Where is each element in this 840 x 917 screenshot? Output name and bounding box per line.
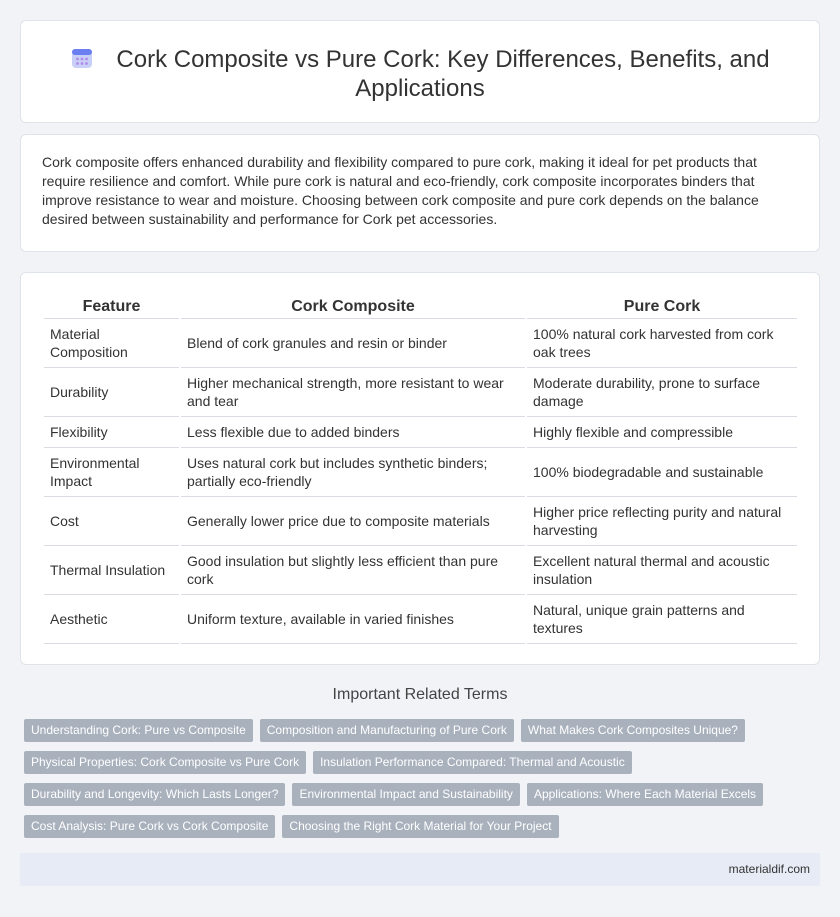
related-term-link[interactable]: Applications: Where Each Material Excels <box>527 783 763 806</box>
related-term-link[interactable]: Composition and Manufacturing of Pure Cork <box>260 719 514 742</box>
table-row <box>44 546 797 595</box>
composite-cell: Good insulation but slightly less efficient than pure cork <box>181 546 525 595</box>
header-feature: Feature <box>44 295 179 319</box>
composite-cell: Higher mechanical strength, more resistant to wear and tear <box>181 368 525 417</box>
related-term-link[interactable]: Choosing the Right Cork Material for Your Project <box>282 815 558 838</box>
table-row <box>44 368 797 417</box>
comparison-table <box>42 295 799 644</box>
composite-cell: Uniform texture, available in varied finishes <box>181 595 525 644</box>
header-pure-cork: Pure Cork <box>527 295 797 319</box>
comparison-card <box>20 272 820 665</box>
feature-cell: Aesthetic <box>44 595 179 644</box>
table-header-row <box>44 295 797 319</box>
composite-cell: Generally lower price due to composite materials <box>181 497 525 546</box>
composite-cell: Uses natural cork but includes synthetic binders; partially eco-friendly <box>181 448 525 497</box>
related-terms-list <box>24 719 824 838</box>
related-term-link[interactable]: Understanding Cork: Pure vs Composite <box>24 719 253 742</box>
feature-cell: Cost <box>44 497 179 546</box>
table-row <box>44 497 797 546</box>
related-term-link[interactable]: Physical Properties: Cork Composite vs Pure Cork <box>24 751 306 774</box>
table-row <box>44 417 797 448</box>
feature-cell: Material Composition <box>44 319 179 368</box>
feature-cell: Thermal Insulation <box>44 546 179 595</box>
title-card <box>20 20 820 123</box>
pure-cell: Higher price reflecting purity and natural harvesting <box>527 497 797 546</box>
related-term-link[interactable]: Durability and Longevity: Which Lasts Longer? <box>24 783 285 806</box>
table-row <box>44 319 797 368</box>
pure-cell: Moderate durability, prone to surface damage <box>527 368 797 417</box>
related-term-link[interactable]: Environmental Impact and Sustainability <box>292 783 519 806</box>
related-terms-heading: Important Related Terms <box>332 686 508 703</box>
table-row <box>44 595 797 644</box>
footer-bar <box>20 853 820 886</box>
page-title: Cork Composite vs Pure Cork: Key Differences, Benefits, and Applications <box>116 46 770 102</box>
pure-cell: Excellent natural thermal and acoustic insulation <box>527 546 797 595</box>
page-title-block <box>61 45 779 103</box>
feature-cell: Durability <box>44 368 179 417</box>
feature-cell: Flexibility <box>44 417 179 448</box>
pure-cell: 100% natural cork harvested from cork oak trees <box>527 319 797 368</box>
pure-cell: Highly flexible and compressible <box>527 417 797 448</box>
calendar-grid-icon <box>70 46 94 70</box>
table-row <box>44 448 797 497</box>
footer-site-link[interactable]: materialdif.com <box>728 862 810 876</box>
related-term-link[interactable]: What Makes Cork Composites Unique? <box>521 719 745 742</box>
intro-paragraph: Cork composite offers enhanced durability and flexibility compared to pure cork, making it ideal for pet products that require resilience and comfort. While pure cork is natural and eco-friendly, cork composite incorporates binders that improve resistance to wear and moisture. Choosing between cork composite and pure cork depends on the balance desired between sustainability and performance for Cork pet accessories. <box>42 154 759 227</box>
related-term-link[interactable]: Insulation Performance Compared: Thermal and Acoustic <box>313 751 632 774</box>
header-cork-composite: Cork Composite <box>181 295 525 319</box>
intro-card <box>20 134 820 252</box>
related-term-link[interactable]: Cost Analysis: Pure Cork vs Cork Composite <box>24 815 275 838</box>
composite-cell: Less flexible due to added binders <box>181 417 525 448</box>
pure-cell: 100% biodegradable and sustainable <box>527 448 797 497</box>
pure-cell: Natural, unique grain patterns and textures <box>527 595 797 644</box>
composite-cell: Blend of cork granules and resin or binder <box>181 319 525 368</box>
feature-cell: Environmental Impact <box>44 448 179 497</box>
